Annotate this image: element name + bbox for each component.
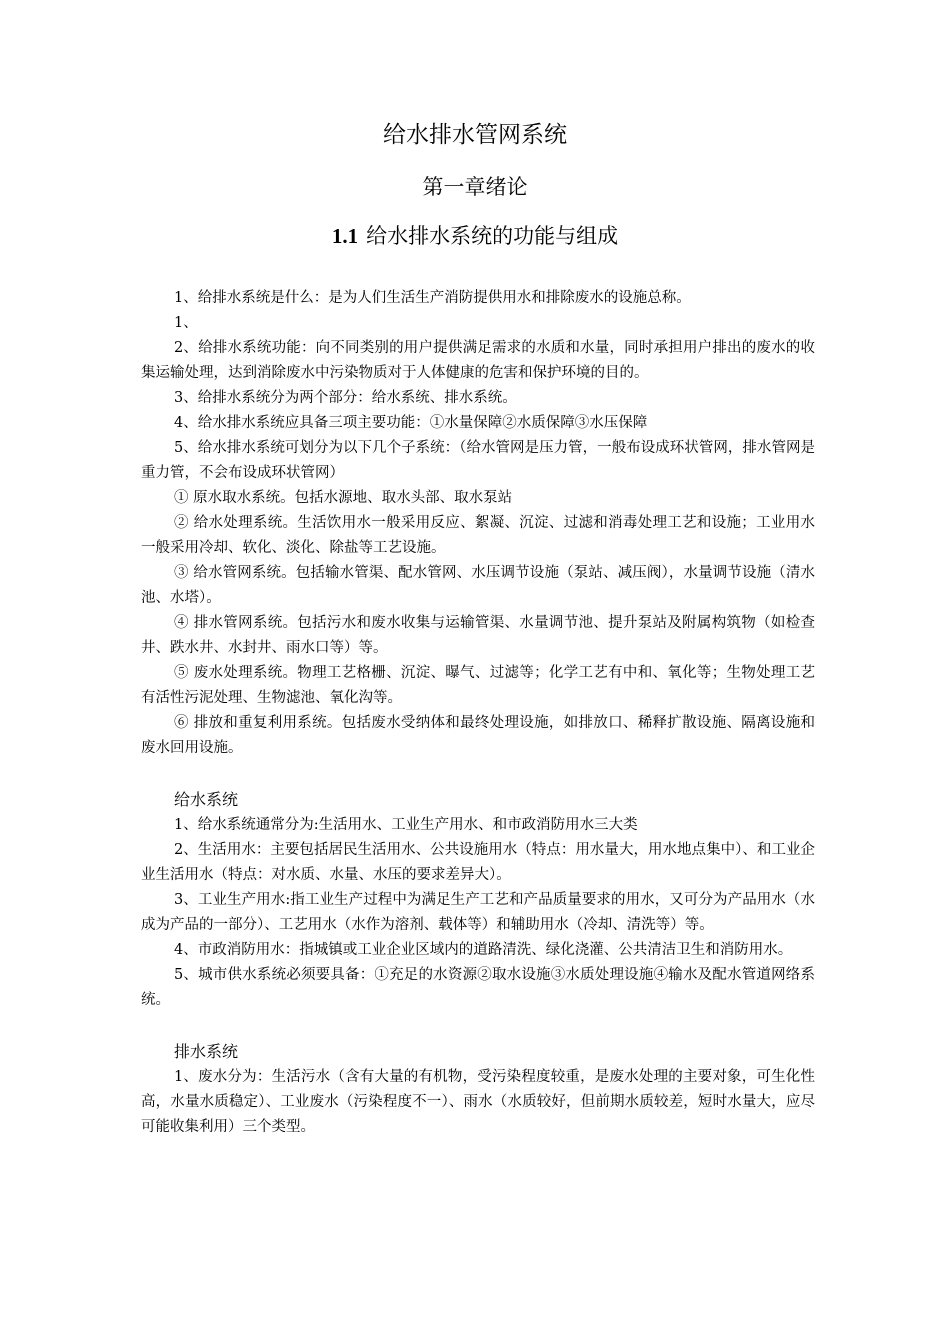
document-body <box>141 286 815 1140</box>
chapter-heading: 第一章绪论 <box>422 175 528 199</box>
paragraph: 3、给排水系统分为两个部分：给水系统、排水系统。 <box>174 390 517 406</box>
spacer <box>141 1013 815 1038</box>
paragraph: 1、给水系统通常分为:生活用水、工业生产用水、和市政消防用水三大类 <box>174 817 638 833</box>
paragraph: 1、给排水系统是什么：是为人们生活生产消防提供用水和排除废水的设施总称。 <box>174 290 691 306</box>
paragraph: 4、市政消防用水：指城镇或工业企业区域内的道路清洗、绿化浇灌、公共清洁卫生和消防用水。 <box>174 942 793 958</box>
paragraph: 5、城市供水系统必须要具备：①充足的水资源②取水设施③水质处理设施④输水及配水管道网络系统。 <box>141 967 815 1008</box>
section-heading <box>0 220 950 250</box>
paragraph: 5、给水排水系统可划分为以下几个子系统：（给水管网是压力管，一般布设成环状管网，排水管网是重力管，不会布设成环状管网） <box>141 440 815 481</box>
water-supply-heading: 给水系统 <box>174 790 239 809</box>
paragraph: ④ 排水管网系统。包括污水和废水收集与运输管渠、水量调节池、提升泵站及附属构筑物（如检查井、跌水井、水封井、雨水口等）等。 <box>141 615 815 656</box>
drainage-heading: 排水系统 <box>174 1042 239 1061</box>
paragraph: 1、 <box>174 315 198 331</box>
paragraph: ⑥ 排放和重复利用系统。包括废水受纳体和最终处理设施，如排放口、稀释扩散设施、隔离设施和废水回用设施。 <box>141 715 815 756</box>
document-title: 给水排水管网系统 <box>383 122 567 148</box>
section-title: 给水排水系统的功能与组成 <box>366 224 619 248</box>
paragraph: 2、生活用水：主要包括居民生活用水、公共设施用水（特点：用水量大，用水地点集中）、和工业企业生活用水（特点：对水质、水量、水压的要求差异大）。 <box>141 842 815 883</box>
spacer <box>141 761 815 786</box>
paragraph: ② 给水处理系统。生活饮用水一般采用反应、絮凝、沉淀、过滤和消毒处理工艺和设施；工业用水一般采用冷却、软化、淡化、除盐等工艺设施。 <box>141 515 815 556</box>
section-number: 1.1 <box>331 224 359 248</box>
paragraph: 2、给排水系统功能：向不同类别的用户提供满足需求的水质和水量，同时承担用户排出的废水的收集运输处理，达到消除废水中污染物质对于人体健康的危害和保护环境的目的。 <box>141 340 815 381</box>
paragraph: ③ 给水管网系统。包括输水管渠、配水管网、水压调节设施（泵站、减压阀），水量调节设施（清水池、水塔）。 <box>141 565 815 606</box>
paragraph: ⑤ 废水处理系统。物理工艺格栅、沉淀、曝气、过滤等；化学工艺有中和、氧化等；生物处理工艺有活性污泥处理、生物滤池、氧化沟等。 <box>141 665 815 706</box>
paragraph: ① 原水取水系统。包括水源地、取水头部、取水泵站 <box>174 490 513 506</box>
paragraph: 3、工业生产用水:指工业生产过程中为满足生产工艺和产品质量要求的用水，又可分为产品用水（水成为产品的一部分）、工艺用水（水作为溶剂、载体等）和辅助用水（冷却、清洗等）等。 <box>141 892 815 933</box>
paragraph: 1、废水分为：生活污水（含有大量的有机物，受污染程度较重，是废水处理的主要对象，可生化性高，水量水质稳定）、工业废水（污染程度不一）、雨水（水质较好，但前期水质较差，短时水量大，应尽可能收集利用）三个类型。 <box>141 1069 815 1135</box>
paragraph: 4、给水排水系统应具备三项主要功能：①水量保障②水质保障③水压保障 <box>174 415 648 431</box>
